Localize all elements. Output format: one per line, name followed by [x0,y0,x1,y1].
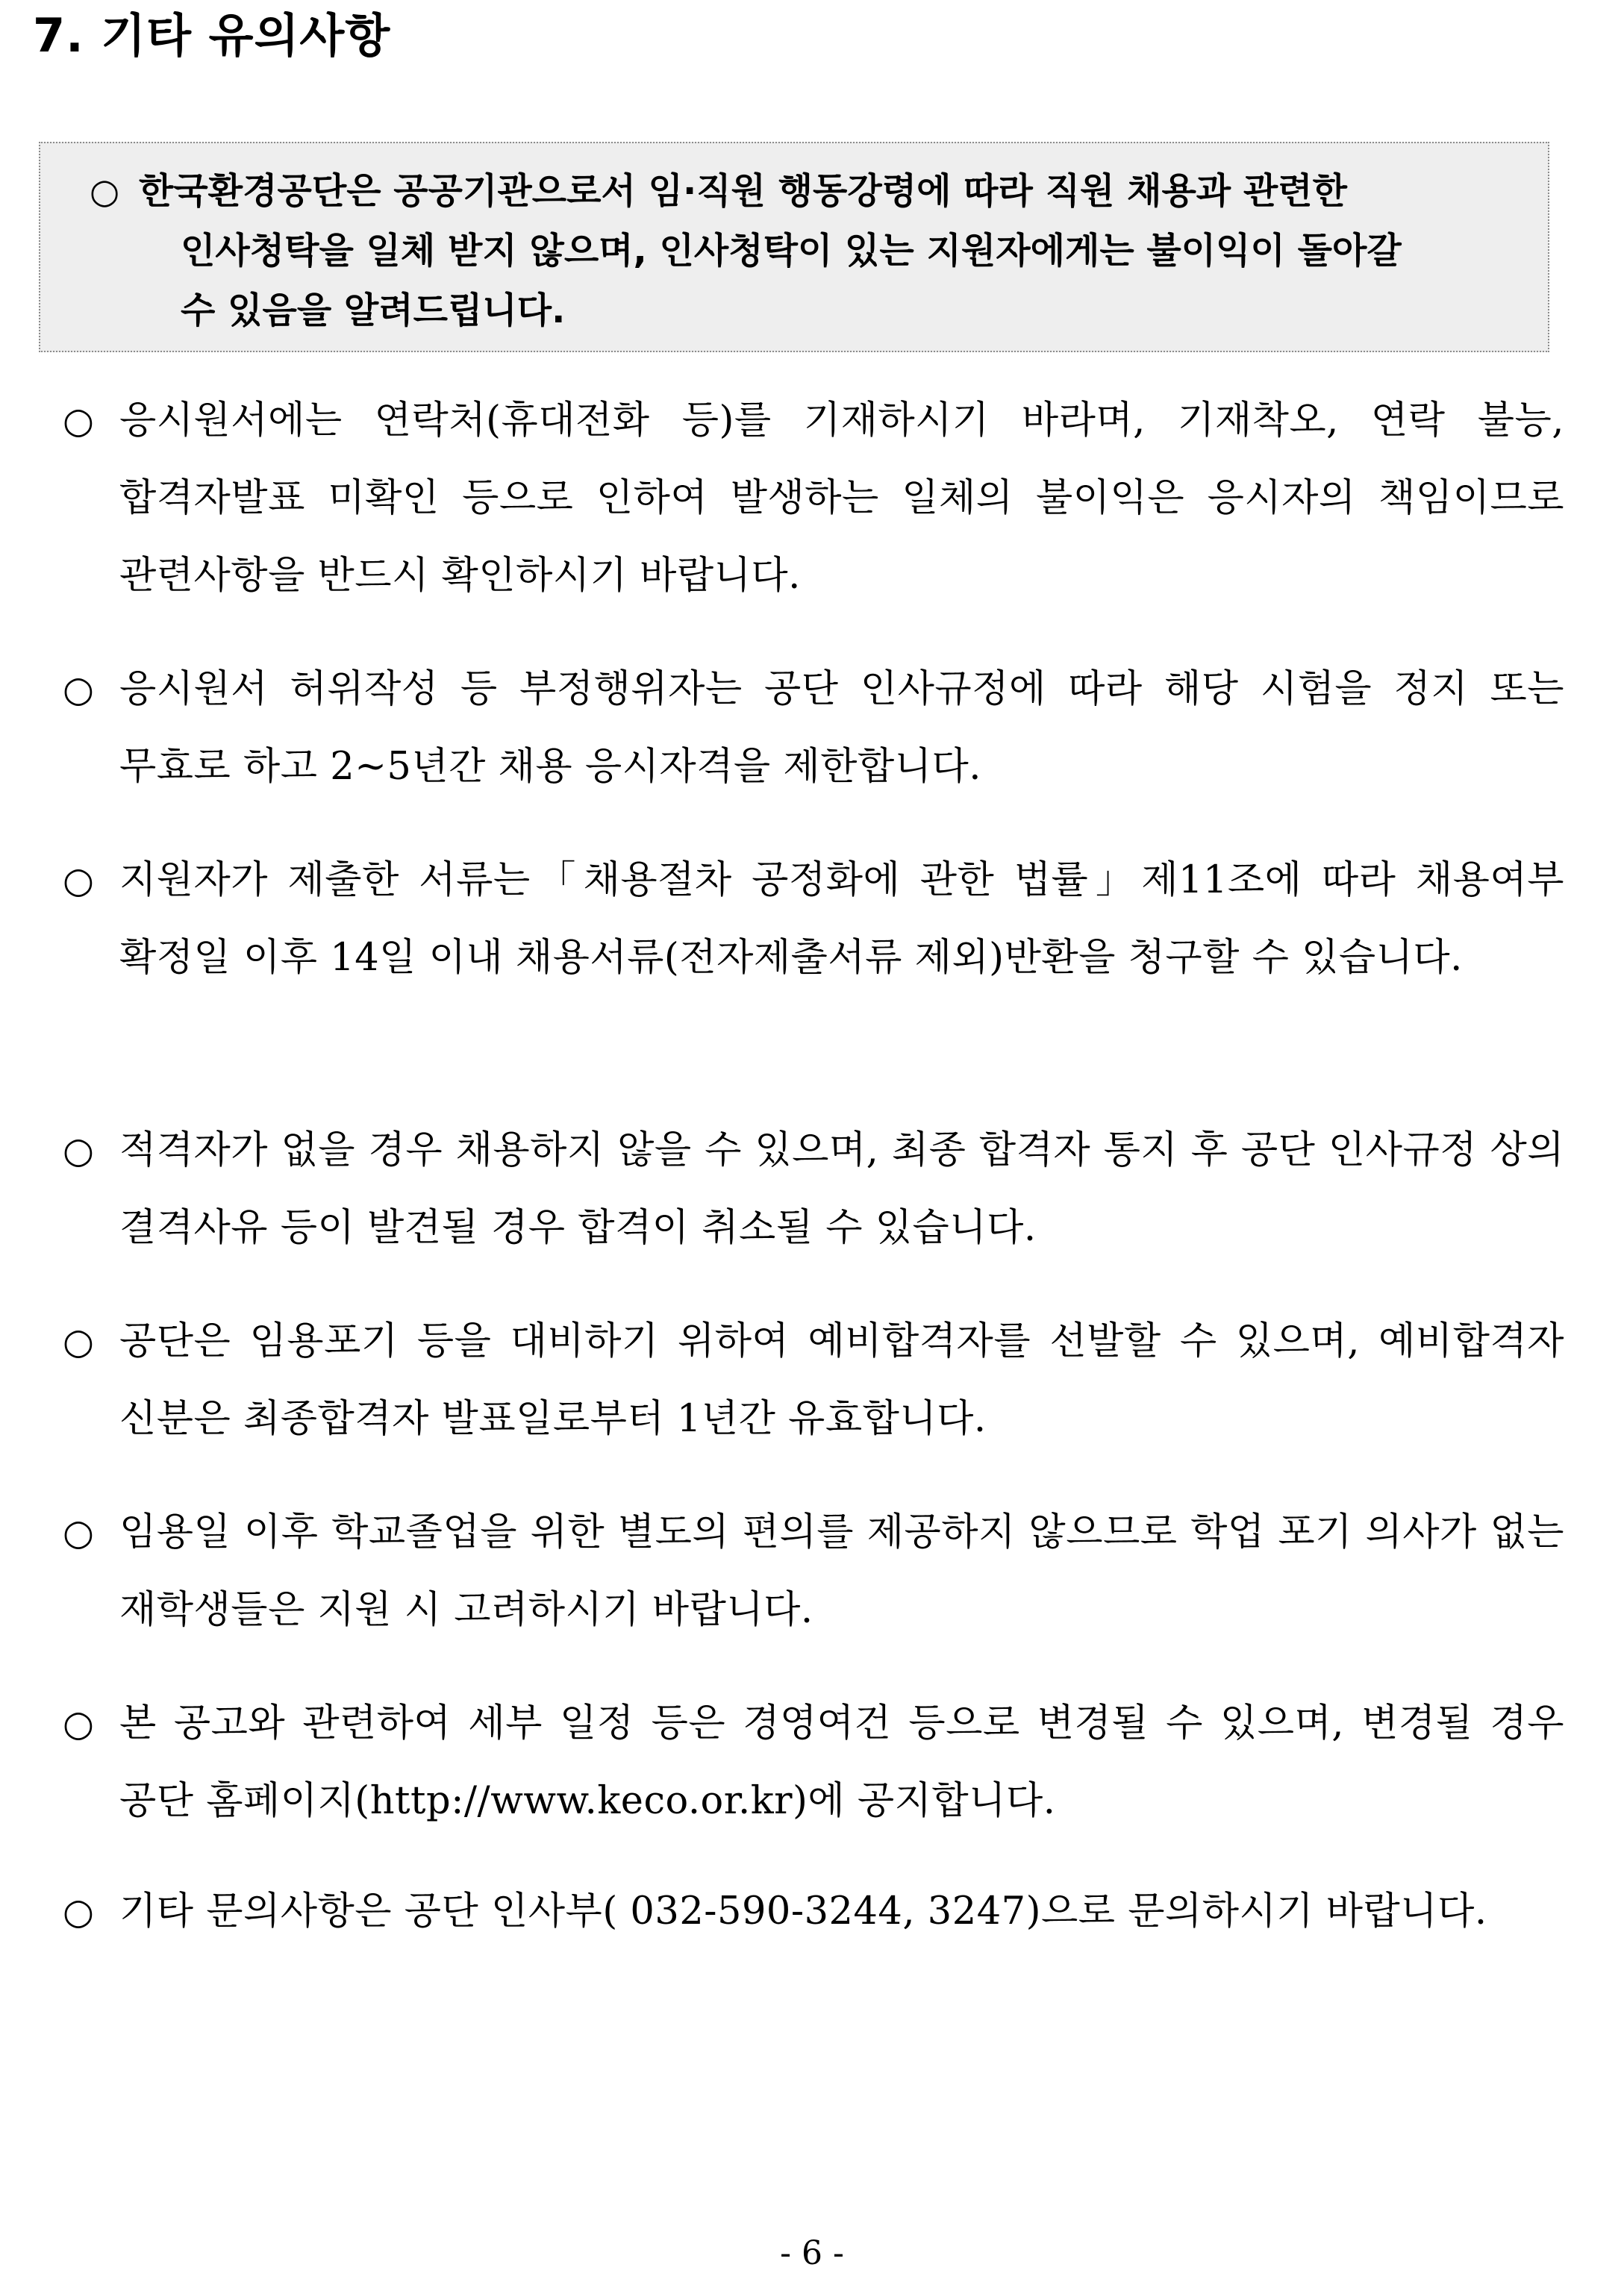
item-text: 임용일 이후 학교졸업을 위한 별도의 편의를 제공하지 않으므로 학업 포기 의사가 없는 재학생들은 지원 시 고려하시기 바랍니다. [119,1510,1564,1632]
page-number: - 6 - [780,2234,844,2272]
item-bullet: ○ [63,1321,94,1363]
item-bullet: ○ [63,1512,94,1554]
item-text: 지원자가 제출한 서류는「채용절차 공정화에 관한 법률」제11조에 따라 채용여부 확정일 이후 14일 이내 채용서류(전자제출서류 제외)반환을 청구할 수 있습니다. [119,858,1564,980]
section-title: 7. 기타 유의사항 [33,8,391,63]
item-text: 본 공고와 관련하여 세부 일정 등은 경영여건 등으로 변경될 수 있으며, 변경될 경우 공단 홈페이지(http://www.keco.or.kr)에 공지합니다. [119,1701,1564,1823]
item-bullet: ○ [63,1130,94,1172]
notice-line: 인사청탁을 일체 받지 않으며, 인사청탁이 있는 지원자에게는 불이익이 돌아갈 [181,230,1402,272]
item-text: 공단은 임용포기 등을 대비하기 위하여 예비합격자를 선발할 수 있으며, 예비합격자 신분은 최종합격자 발표일로부터 1년간 유효합니다. [119,1319,1564,1441]
notice-line: 한국환경공단은 공공기관으로서 임·직원 행동강령에 따라 직원 채용과 관련한 [139,170,1347,212]
item-text: 응시원서에는 연락처(휴대전화 등)를 기재하시기 바라며, 기재착오, 연락 불능, 합격자발표 미확인 등으로 인하여 발생하는 일체의 불이익은 응시자의 책임이므로 관련사항을 반드시 확인하시기 바랍니다. [119,398,1564,598]
item-bullet: ○ [63,400,94,442]
item-text: 적격자가 없을 경우 채용하지 않을 수 있으며, 최종 합격자 통지 후 공단 인사규정 상의 결격사유 등이 발견될 경우 합격이 취소될 수 있습니다. [119,1128,1564,1250]
item-bullet: ○ [63,669,94,710]
item-bullet: ○ [63,1891,94,1933]
item-bullet: ○ [63,1703,94,1745]
notice-bullet: ○ [90,171,120,211]
notice-text [139,161,1509,340]
item-text: 응시원서 허위작성 등 부정행위자는 공단 인사규정에 따라 해당 시험을 정지 또는 무효로 하고 2~5년간 채용 응시자격을 제한합니다. [119,667,1564,789]
notice-box [39,142,1549,352]
item-bullet: ○ [63,860,94,901]
item-text: 기타 문의사항은 공단 인사부( 032-590-3244, 3247)으로 문의하시기 바랍니다. [119,1889,1487,1933]
notice-line: 수 있음을 알려드립니다. [181,290,566,331]
